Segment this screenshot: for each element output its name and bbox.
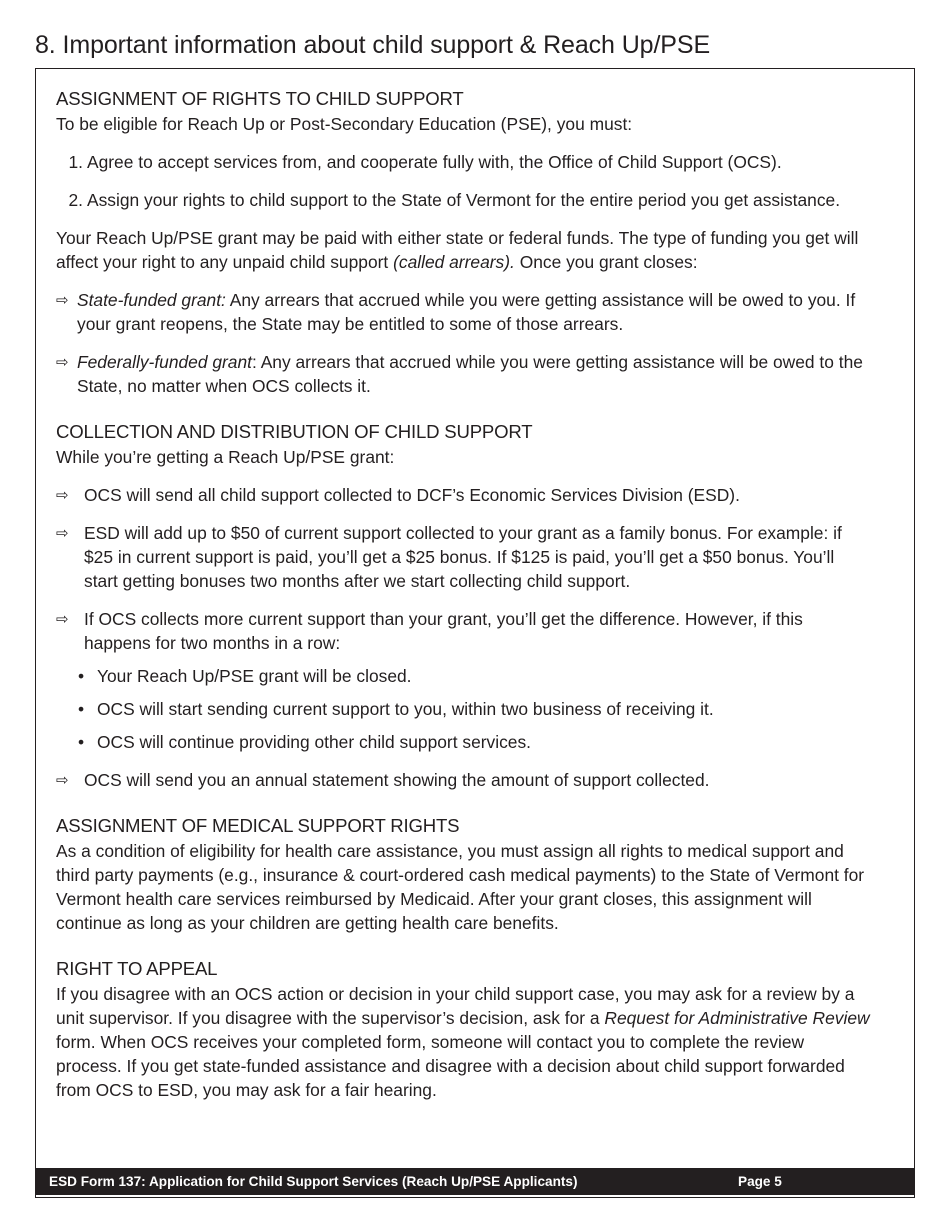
bullet-item — [56, 730, 871, 754]
collection-item-4 — [56, 768, 871, 792]
item-text: OCS will send you an annual statement showing the amount of support collected. — [84, 770, 710, 790]
funding-text: Your Reach Up/PSE grant may be paid with either state or federal funds. The type of funding you get will affect your right to any unpaid child support — [56, 228, 859, 272]
arrow-right-icon: ⇨ — [56, 610, 69, 628]
bullet-icon: • — [78, 732, 85, 752]
item-text — [77, 288, 871, 336]
review-form-name: Request for Administrative Review — [604, 1008, 870, 1028]
federally-funded-text: : Any arrears that accrued while you were getting assistance will be owed to the State, no matter when OCS collects it. — [77, 352, 863, 396]
page-footer — [35, 1168, 915, 1195]
appeal-text-end: form. When OCS receives your completed form, someone will contact you to complete the review process. If you get state-funded assistance and disagree with a decision about child support forwarded from OCS to ESD, you may ask for a fair hearing. — [56, 1032, 845, 1100]
assignment-heading: ASSIGNMENT OF RIGHTS TO CHILD SUPPORT — [56, 88, 464, 109]
assignment-item-2 — [56, 188, 871, 212]
arrow-right-icon: ⇨ — [56, 353, 69, 371]
arrow-right-icon: ⇨ — [56, 486, 69, 504]
collection-intro: While you’re getting a Reach Up/PSE grant: — [56, 447, 395, 467]
footer-form-title: ESD Form 137: Application for Child Support Services (Reach Up/PSE Applicants) — [49, 1174, 578, 1189]
collection-heading: COLLECTION AND DISTRIBUTION OF CHILD SUPPORT — [56, 421, 533, 442]
arrow-right-icon: ⇨ — [56, 524, 69, 542]
federally-funded-label: Federally-funded grant — [77, 352, 252, 372]
item-text: If OCS collects more current support than your grant, you’ll get the difference. However, if this happens for two months in a row: — [84, 609, 803, 653]
arrow-right-icon: ⇨ — [56, 771, 69, 789]
item-text: Assign your rights to child support to the State of Vermont for the entire period you get assistance. — [87, 190, 841, 210]
footer-page-number: Page 5 — [738, 1174, 782, 1189]
medical-paragraph: As a condition of eligibility for health care assistance, you must assign all rights to medical support and third party payments (e.g., insurance & court-ordered cash medical payments) to the State of Vermont for Vermont health care services reimbursed by Medicaid. After your grant closes, this assignment will continue as long as your children are getting health care benefits. — [56, 841, 865, 933]
item-text — [77, 350, 871, 398]
funding-paragraph — [56, 226, 871, 274]
arrow-right-icon: ⇨ — [56, 291, 69, 309]
item-text: OCS will send all child support collected to DCF’s Economic Services Division (ESD). — [84, 485, 740, 505]
bullet-text: OCS will start sending current support to you, within two business of receiving it. — [97, 699, 714, 719]
info-content — [56, 86, 871, 1102]
bullet-text: Your Reach Up/PSE grant will be closed. — [97, 666, 412, 686]
appeal-heading: RIGHT TO APPEAL — [56, 958, 218, 979]
appeal-paragraph — [56, 982, 871, 1102]
bullet-icon: • — [78, 699, 85, 719]
state-funded-text: Any arrears that accrued while you were getting assistance will be owed to you. If your grant reopens, the State may be entitled to some of those arrears. — [77, 290, 856, 334]
bullet-item — [56, 664, 871, 688]
funding-text-end: Once you grant closes: — [514, 252, 698, 272]
page-title: 8. Important information about child support & Reach Up/PSE — [35, 31, 711, 59]
arrears-term: (called arrears). — [393, 252, 515, 272]
medical-heading: ASSIGNMENT OF MEDICAL SUPPORT RIGHTS — [56, 815, 460, 836]
state-funded-label: State-funded grant: — [77, 290, 226, 310]
appeal-text: If you disagree with an OCS action or decision in your child support case, you may ask for a review by a unit supervisor. If you disagree with the supervisor’s decision, ask for a — [56, 984, 855, 1028]
item-text: Agree to accept services from, and cooperate fully with, the Office of Child Support (OCS). — [87, 152, 782, 172]
item-number: 1. — [68, 152, 83, 172]
collection-item-1 — [56, 483, 871, 507]
federally-funded-item — [56, 350, 871, 398]
bullet-icon: • — [78, 666, 85, 686]
collection-item-2 — [56, 521, 871, 593]
item-number: 2. — [68, 190, 83, 210]
bullet-item — [56, 697, 871, 721]
bullet-text: OCS will continue providing other child support services. — [97, 732, 532, 752]
assignment-intro: To be eligible for Reach Up or Post-Secondary Education (PSE), you must: — [56, 114, 633, 134]
info-box — [35, 68, 915, 1198]
assignment-item-1 — [56, 150, 871, 174]
item-text: ESD will add up to $50 of current support collected to your grant as a family bonus. For example: if $25 in current support is paid, you’ll get a $25 bonus. If $125 is paid, you’ll get a $50 bonus. You’ll start getting bonuses two months after we start collecting child support. — [84, 523, 842, 591]
state-funded-item — [56, 288, 871, 336]
collection-item-3 — [56, 607, 871, 655]
